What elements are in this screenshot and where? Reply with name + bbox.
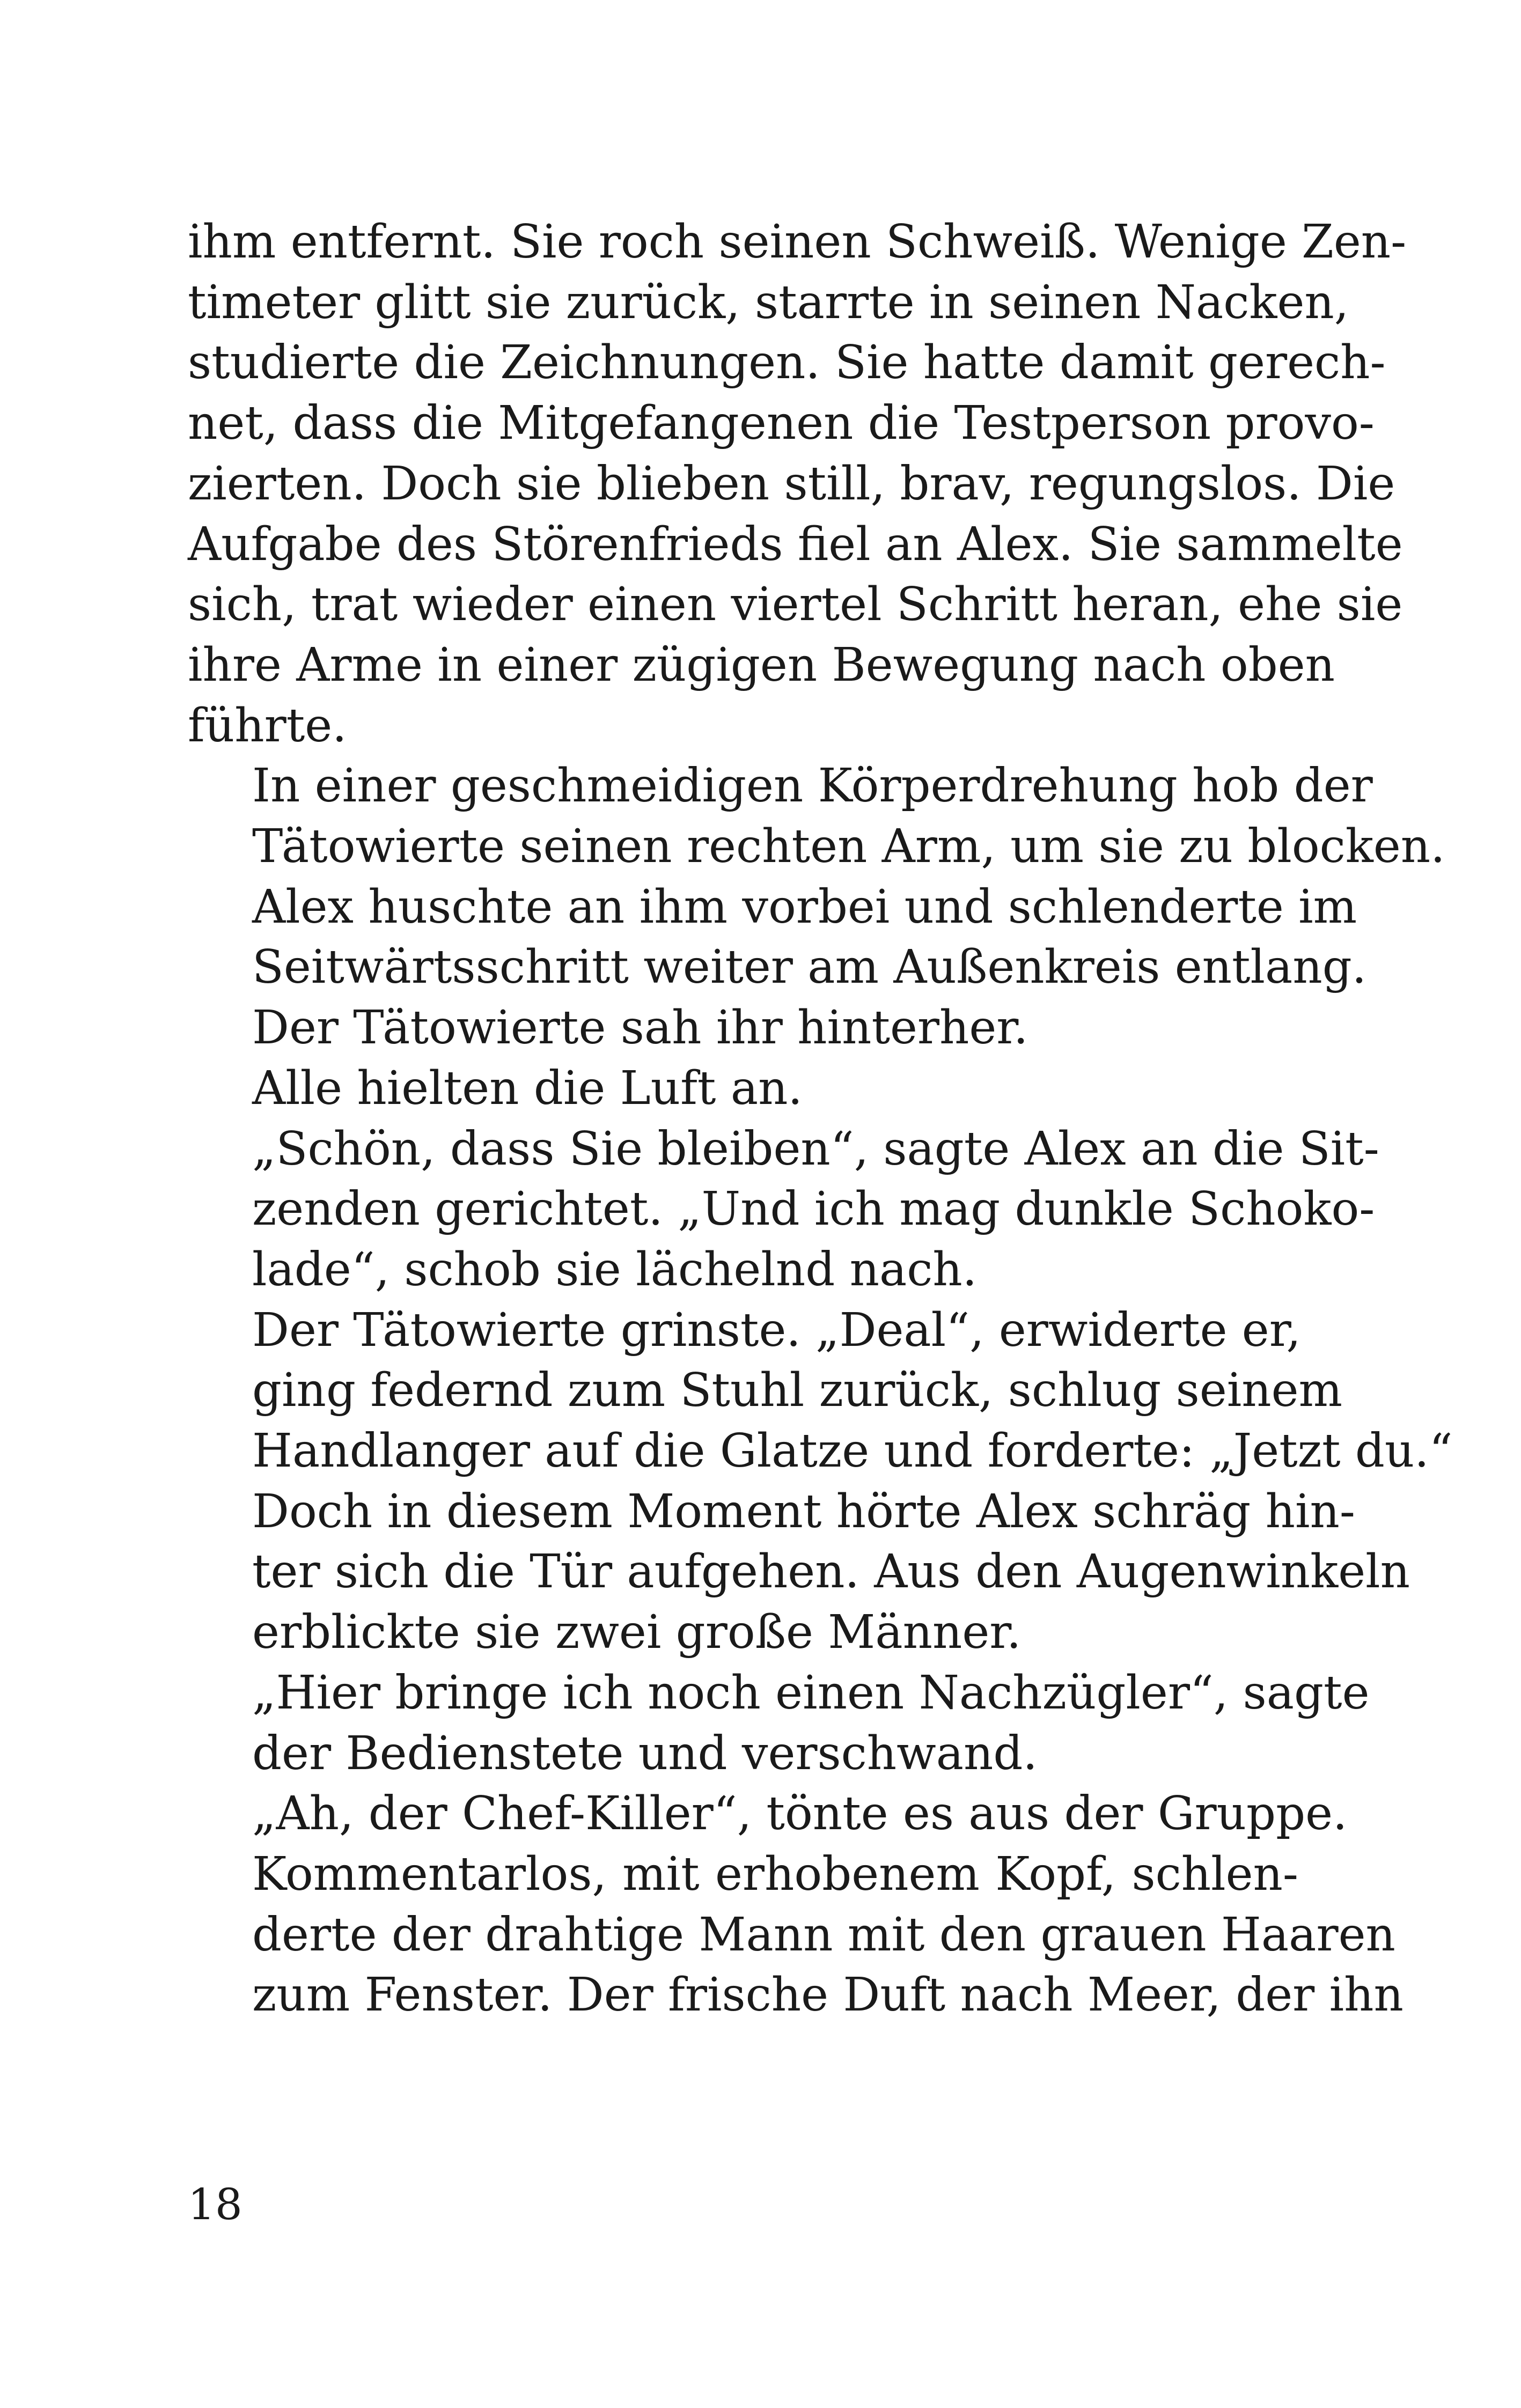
text-line: der Bedienstete und verschwand. xyxy=(252,1726,1038,1780)
text-line: ihm entfernt. Sie roch seinen Schweiß. Wenige Zen- xyxy=(188,215,1407,269)
text-line: zierten. Doch sie blieben still, brav, regungslos. Die xyxy=(188,456,1395,511)
text-line: Alle hielten die Luft an. xyxy=(252,1061,803,1115)
text-line: Tätowierte seinen rechten Arm, um sie zu blocken. xyxy=(252,820,1445,874)
text-line: Alex huschte an ihm vorbei und schlenderte im xyxy=(252,880,1357,934)
text-line: „Schön, dass Sie bleiben“, sagte Alex an die Sit- xyxy=(252,1122,1379,1176)
paragraph xyxy=(188,1058,1298,1119)
paragraph xyxy=(188,1300,1453,1482)
text-line: ihre Arme in einer zügigen Bewegung nach oben xyxy=(188,638,1335,692)
text-line: führte. xyxy=(188,698,347,753)
text-line: zum Fenster. Der frische Duft nach Meer, der ihn xyxy=(252,1968,1404,2022)
text-line: studierte die Zeichnungen. Sie hatte damit gerech- xyxy=(188,336,1386,390)
text-line: Der Tätowierte sah ihr hinterher. xyxy=(252,1001,1028,1055)
paragraph xyxy=(188,1482,1410,1663)
paragraph xyxy=(188,1663,1370,1784)
text-line: Der Tätowierte grinste. „Deal“, erwiderte er, xyxy=(252,1303,1301,1357)
text-line: Seitwärtsschritt weiter am Außenkreis entlang. xyxy=(252,940,1367,995)
paragraph xyxy=(188,756,1445,877)
text-line: net, dass die Mitgefangenen die Testperson provo- xyxy=(188,396,1375,451)
text-line: „Ah, der Chef-Killer“, tönte es aus der Gruppe. xyxy=(252,1787,1348,1841)
paragraph xyxy=(188,1844,1404,2026)
text-line: lade“, schob sie lächelnd nach. xyxy=(252,1242,978,1297)
text-line: Aufgabe des Störenfrieds fiel an Alex. Sie sammelte xyxy=(188,517,1403,571)
paragraph xyxy=(188,212,1407,756)
text-line: zenden gerichtet. „Und ich mag dunkle Schoko- xyxy=(252,1182,1375,1236)
text-line: Kommentarlos, mit erhobenem Kopf, schlen- xyxy=(252,1847,1298,1901)
text-line: In einer geschmeidigen Körperdrehung hob der xyxy=(252,759,1373,813)
text-line: ging federnd zum Stuhl zurück, schlug seinem xyxy=(252,1364,1343,1418)
body-text xyxy=(188,212,1453,2026)
page-number: 18 xyxy=(188,2179,243,2229)
text-line: ter sich die Tür aufgehen. Aus den Augenwinkeln xyxy=(252,1545,1410,1599)
text-line: derte der drahtige Mann mit den grauen Haaren xyxy=(252,1908,1395,1962)
text-line: „Hier bringe ich noch einen Nachzügler“, sagte xyxy=(252,1666,1370,1720)
text-line: Handlanger auf die Glatze und forderte: „Jetzt du.“ xyxy=(252,1424,1453,1478)
text-line: sich, trat wieder einen viertel Schritt heran, ehe sie xyxy=(188,578,1403,632)
text-line: Doch in diesem Moment hörte Alex schräg hin- xyxy=(252,1484,1355,1538)
paragraph xyxy=(188,877,1367,998)
paragraph xyxy=(188,1119,1379,1300)
text-line: timeter glitt sie zurück, starrte in seinen Nacken, xyxy=(188,275,1349,329)
paragraph xyxy=(188,1784,1348,1844)
text-line: erblickte sie zwei große Männer. xyxy=(252,1606,1022,1660)
paragraph xyxy=(188,998,1298,1058)
